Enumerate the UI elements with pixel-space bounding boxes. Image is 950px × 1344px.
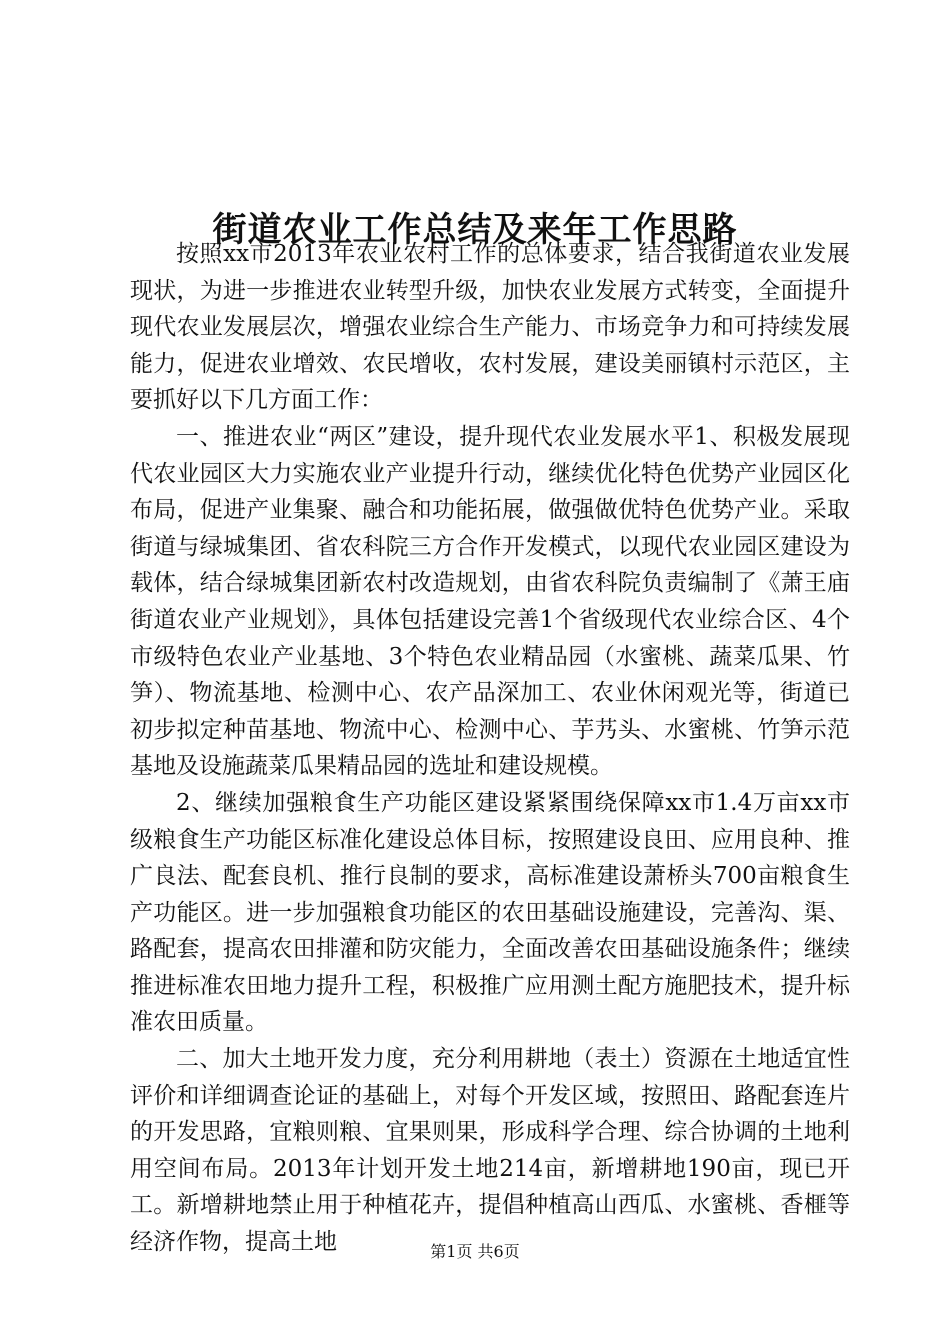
document-title: 街道农业工作总结及来年工作思路	[212, 209, 738, 250]
page-number-footer: 第1页 共6页	[430, 1242, 520, 1261]
paragraph-section-1: 一、推进农业“两区”建设，提升现代农业发展水平1、积极发展现代农业园区大力实施农业产业提升行动，继续优化特色优势产业园区化布局，促进产业集聚、融合和功能拓展，做强做优特色优势产业。采取街道与绿城集团、省农科院三方合作开发模式，以现代农业园区建设为载体，结合绿城集团新农村改造规划，由省农科院负责编制了《萧王庙街道农业产业规划》，具体包括建设完善1个省级现代农业综合区、4个市级特色农业产业基地、3个特色农业精品园（水蜜桃、蔬菜瓜果、竹笋）、物流基地、检测中心、农产品深加工、农业休闲观光等，街道已初步拟定种苗基地、物流中心、检测中心、芋艿头、水蜜桃、竹笋示范基地及设施蔬菜瓜果精品园的选址和建设规模。	[130, 423, 850, 780]
paragraph-intro: 按照xx市2013年农业农村工作的总体要求，结合我街道农业发展现状，为进一步推进农业转型升级，加快农业发展方式转变，全面提升现代农业发展层次，增强农业综合生产能力、市场竞争力和可持续发展能力，促进农业增效、农民增收，农村发展，建设美丽镇村示范区，主要抓好以下几方面工作：	[130, 241, 850, 414]
paragraph-section-2: 二、加大土地开发力度，充分利用耕地（表土）资源在土地适宜性评价和详细调查论证的基础上，对每个开发区域，按照田、路配套连片的开发思路，宜粮则粮、宜果则果，形成科学合理、综合协调的土地利用空间布局。2013年计划开发土地214亩，新增耕地190亩，现已开工。新增耕地禁止用于种植花卉，提倡种植高山西瓜、水蜜桃、香榧等经济作物，提高土地	[130, 1046, 850, 1256]
document-body	[130, 236, 850, 1261]
paragraph-section-1-2: 2、继续加强粮食生产功能区建设紧紧围绕保障xx市1.4万亩xx市级粮食生产功能区标准化建设总体目标，按照建设良田、应用良种、推广良法、配套良机、推行良制的要求，高标准建设萧桥头700亩粮食生产功能区。进一步加强粮食功能区的农田基础设施建设，完善沟、渠、路配套，提高农田排灌和防灾能力，全面改善农田基础设施条件；继续推进标准农田地力提升工程，积极推广应用测土配方施肥技术，提升标准农田质量。	[130, 789, 850, 1036]
